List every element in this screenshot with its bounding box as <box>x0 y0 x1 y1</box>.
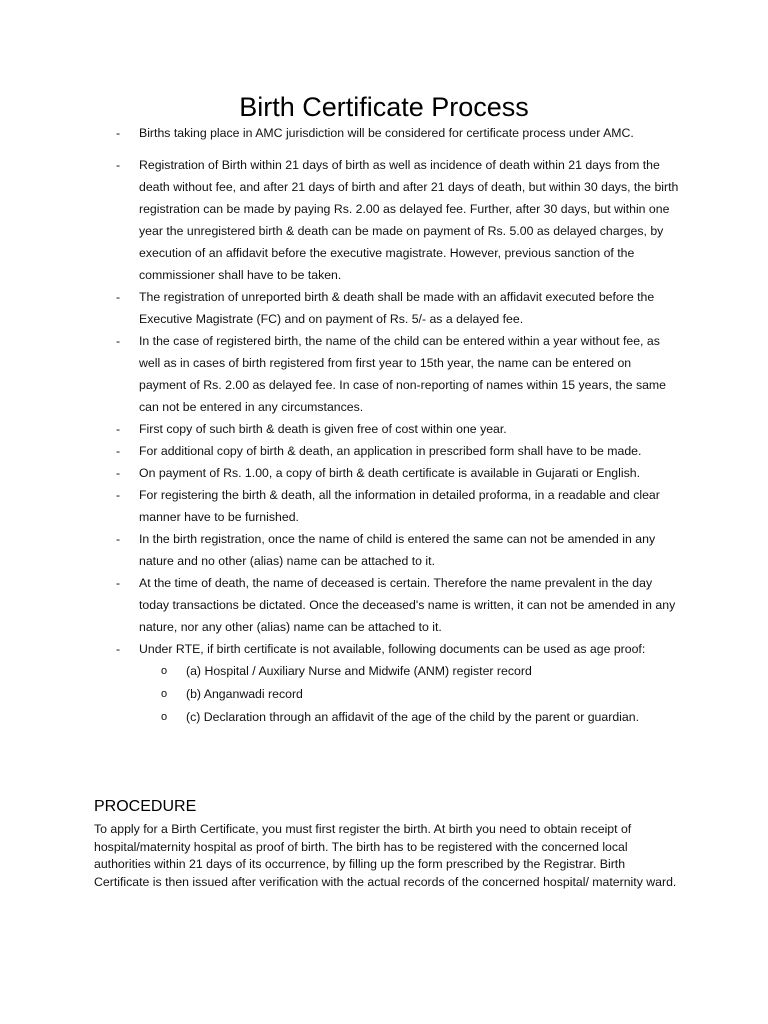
page-title: Birth Certificate Process <box>239 92 529 122</box>
sub-list-item <box>0 660 706 683</box>
dash-marker: - <box>116 158 121 172</box>
list-item-text: In the birth registration, once the name of child is entered the same can not be amended in any nature and no other (alias) name can be attached to it. <box>139 532 656 568</box>
list-item-text: Under RTE, if birth certificate is not available, following documents can be used as age proof: <box>139 642 646 656</box>
dash-marker: - <box>116 466 121 480</box>
dash-marker: - <box>116 532 121 546</box>
list-item <box>0 462 706 484</box>
sub-list <box>0 660 706 729</box>
list-item <box>0 528 706 572</box>
sub-list-item <box>0 706 706 729</box>
list-item-text: At the time of death, the name of deceased is certain. Therefore the name prevalent in the day today transactions be dictated. Once the deceased's name is written, it can not be amended in any nature, nor any other (alias) name can be attached to it. <box>139 576 676 634</box>
bullet-list <box>0 122 706 729</box>
list-item <box>0 572 706 638</box>
circle-bullet-icon: o <box>161 665 168 677</box>
list-item-text: For registering the birth & death, all the information in detailed proforma, in a readable and clear manner have to be furnished. <box>139 488 660 524</box>
list-item <box>0 286 706 330</box>
list-item-text: The registration of unreported birth & death shall be made with an affidavit executed before the Executive Magistrate (FC) and on payment of Rs. 5/- as a delayed fee. <box>139 290 655 326</box>
dash-marker: - <box>116 334 121 348</box>
dash-marker: - <box>116 488 121 502</box>
sub-list-item <box>0 683 706 706</box>
list-item <box>0 154 706 286</box>
list-item-text: For additional copy of birth & death, an application in prescribed form shall have to be made. <box>139 444 642 458</box>
dash-marker: - <box>116 576 121 590</box>
dash-marker: - <box>116 290 121 304</box>
sub-list-item-text: (b) Anganwadi record <box>186 687 303 701</box>
sub-list-item-text: (c) Declaration through an affidavit of the age of the child by the parent or guardian. <box>186 710 639 724</box>
dash-marker: - <box>116 444 121 458</box>
list-item-text: On payment of Rs. 1.00, a copy of birth & death certificate is available in Gujarati or English. <box>139 466 641 480</box>
list-item-text: In the case of registered birth, the name of the child can be entered within a year without fee, as well as in cases of birth registered from first year to 15th year, the name can be entered on payment of Rs. 2.00 as delayed fee. In case of non-reporting of names within 15 years, the same can not be entered in any circumstances. <box>139 334 667 414</box>
procedure-heading: PROCEDURE <box>94 798 197 815</box>
list-item <box>0 484 706 528</box>
list-item <box>0 440 706 462</box>
circle-bullet-icon: o <box>161 711 168 723</box>
list-item-text: Births taking place in AMC jurisdiction will be considered for certificate process under AMC. <box>139 126 634 140</box>
circle-bullet-icon: o <box>161 688 168 700</box>
dash-marker: - <box>116 422 121 436</box>
dash-marker: - <box>116 126 121 140</box>
dash-marker: - <box>116 642 121 656</box>
list-item <box>0 638 706 729</box>
procedure-paragraph: To apply for a Birth Certificate, you must first register the birth. At birth you need to obtain receipt of hospital/maternity hospital as proof of birth. The birth has to be registered with the concerned local authorities within 21 days of its occurrence, by filling up the form prescribed by the Registrar. Birth Certificate is then issued after verification with the actual records of the concerned hospital/ maternity ward. <box>94 822 677 889</box>
list-item <box>0 418 706 440</box>
sub-list-item-text: (a) Hospital / Auxiliary Nurse and Midwife (ANM) register record <box>186 664 532 678</box>
list-item-text: Registration of Birth within 21 days of birth as well as incidence of death within 21 days from the death without fee, and after 21 days of birth and after 21 days of death, but within 30 days, the birth registration can be made by paying Rs. 2.00 as delayed fee. Further, after 30 days, but within one year the unregistered birth & death can be made on payment of Rs. 5.00 as delayed charges, by execution of an affidavit before the executive magistrate. However, previous sanction of the commissioner shall have to be taken. <box>139 158 679 282</box>
list-item-text: First copy of such birth & death is given free of cost within one year. <box>139 422 507 436</box>
list-item <box>0 330 706 418</box>
list-item <box>0 122 706 144</box>
